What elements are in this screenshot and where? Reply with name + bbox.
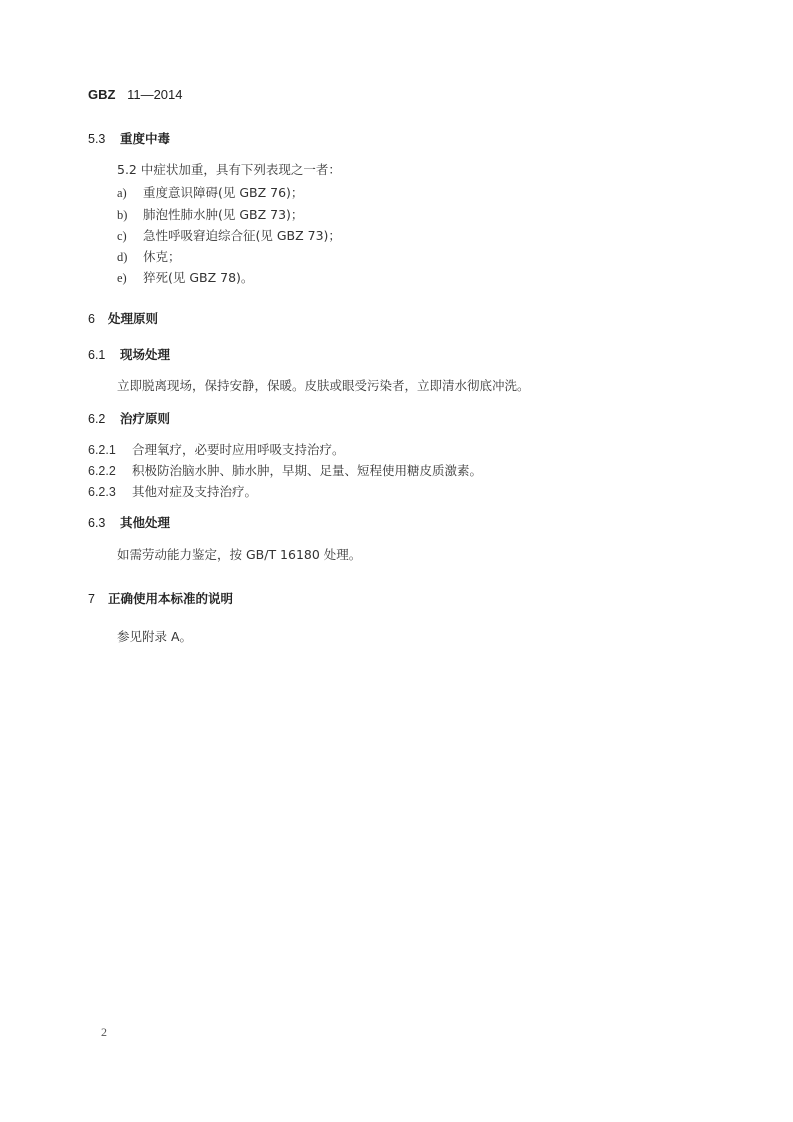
list-text: 休克； <box>143 249 181 264</box>
list-text: 猝死(见 GBZ 78)。 <box>143 270 254 285</box>
list-text: 重度意识障碍(见 GBZ 76)； <box>143 185 304 200</box>
section-title: 治疗原则 <box>120 411 171 426</box>
section-6-3-heading <box>88 517 170 530</box>
section-number: 6.2 <box>88 412 106 426</box>
section-6-2-heading <box>88 413 170 426</box>
clause-text: 积极防治脑水肿、肺水肿，早期、足量、短程使用糖皮质激素。 <box>132 463 483 478</box>
section-number: 5.3 <box>88 132 106 146</box>
clause-6-2-3 <box>88 486 257 499</box>
list-text: 肺泡性肺水肿(见 GBZ 73)； <box>143 207 304 222</box>
section-title: 其他处理 <box>120 515 171 530</box>
section-7-text: 参见附录 A。 <box>117 629 193 644</box>
section-title: 现场处理 <box>120 347 171 362</box>
clause-number: 6.2.2 <box>88 464 116 478</box>
section-number: 7 <box>88 592 95 606</box>
section-5-3-intro: 5.2 中症状加重，具有下列表现之一者： <box>117 162 341 177</box>
clause-text: 合理氧疗，必要时应用呼吸支持治疗。 <box>132 442 345 457</box>
section-6-1-heading <box>88 349 170 362</box>
section-6-3-text: 如需劳动能力鉴定，按 GB/T 16180 处理。 <box>117 547 362 562</box>
section-number: 6.1 <box>88 348 106 362</box>
section-title: 正确使用本标准的说明 <box>108 591 234 606</box>
clause-text: 其他对症及支持治疗。 <box>132 484 258 499</box>
page-number: 2 <box>101 1025 107 1039</box>
list-item <box>117 269 253 285</box>
list-item <box>117 206 303 222</box>
list-marker: d) <box>117 250 128 264</box>
clause-number: 6.2.3 <box>88 485 116 499</box>
section-6-1-text: 立即脱离现场，保持安静，保暖。皮肤或眼受污染者，立即清水彻底冲洗。 <box>117 378 530 393</box>
list-item <box>117 227 341 243</box>
section-7-heading <box>88 593 233 606</box>
clause-number: 6.2.1 <box>88 443 116 457</box>
list-text: 急性呼吸窘迫综合征(见 GBZ 73)； <box>143 228 341 243</box>
section-number: 6 <box>88 312 95 326</box>
section-5-3-heading <box>88 133 170 146</box>
list-item <box>117 248 181 264</box>
list-item <box>117 184 303 200</box>
section-title: 处理原则 <box>108 311 159 326</box>
list-marker: a) <box>117 186 127 200</box>
doc-number: 11—2014 <box>127 87 183 102</box>
page-header <box>88 88 183 101</box>
section-title: 重度中毒 <box>120 131 171 146</box>
section-6-heading <box>88 313 158 326</box>
clause-6-2-2 <box>88 465 482 478</box>
list-marker: e) <box>117 271 127 285</box>
doc-code: GBZ <box>88 87 116 102</box>
list-marker: c) <box>117 229 127 243</box>
list-marker: b) <box>117 208 128 222</box>
clause-6-2-1 <box>88 444 345 457</box>
section-number: 6.3 <box>88 516 106 530</box>
